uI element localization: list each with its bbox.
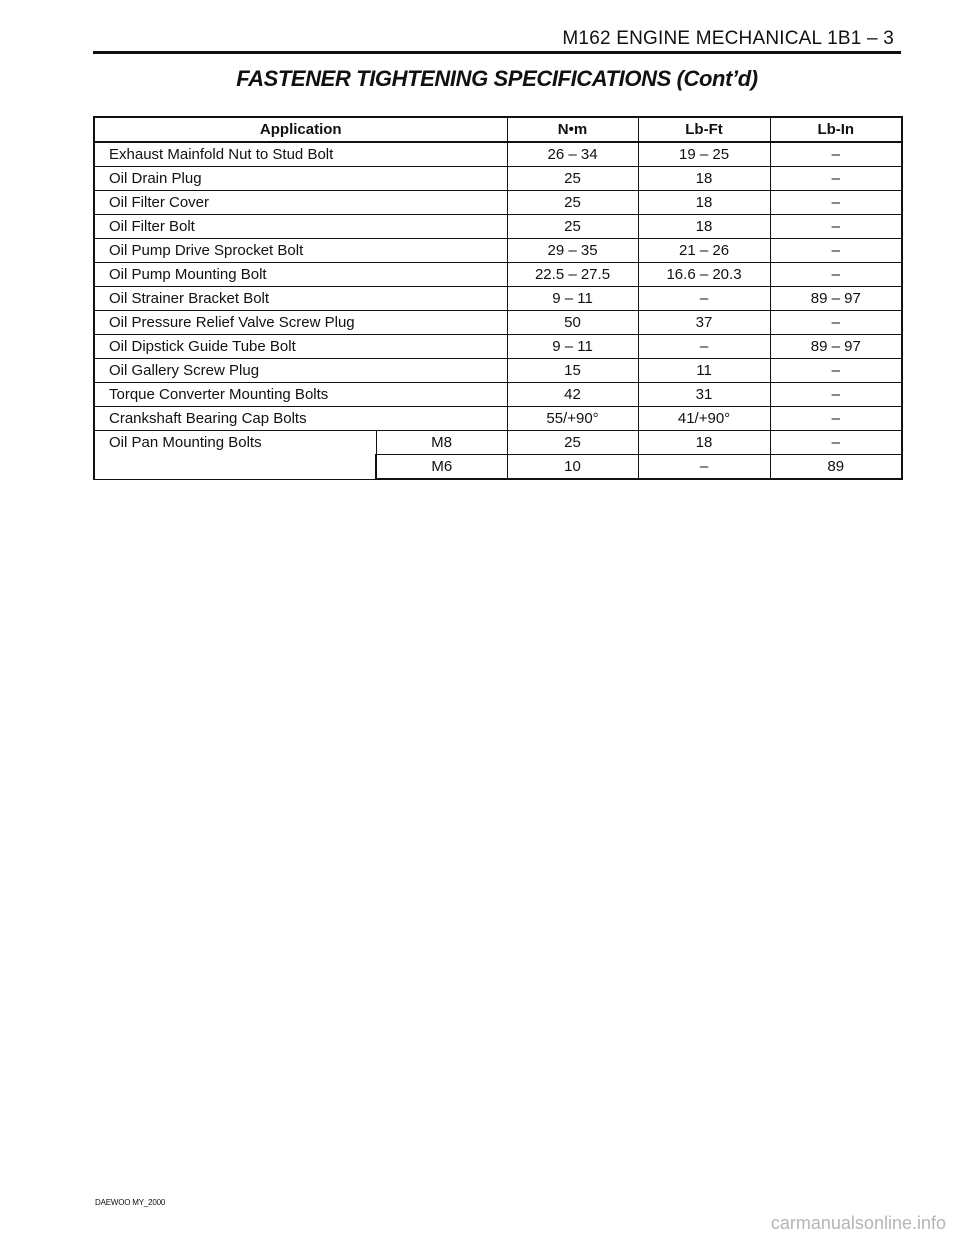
cell-lbin: 89 – 97 — [770, 287, 902, 311]
table-row — [94, 335, 902, 359]
cell-lbft: 31 — [638, 383, 770, 407]
cell-application: Oil Filter Cover — [94, 191, 507, 215]
footer-code: DAEWOO MY_2000 — [95, 1198, 166, 1207]
cell-nm: 25 — [507, 215, 638, 239]
cell-application: Oil Gallery Screw Plug — [94, 359, 507, 383]
cell-lbin: – — [770, 142, 902, 167]
table-row — [94, 191, 902, 215]
column-header-lbin: Lb-In — [770, 117, 902, 142]
table-row — [94, 431, 902, 455]
cell-application: Oil Dipstick Guide Tube Bolt — [94, 335, 507, 359]
page-title: FASTENER TIGHTENING SPECIFICATIONS (Cont’d) — [236, 66, 758, 91]
cell-lbft: 41/+90° — [638, 407, 770, 431]
cell-lbft: – — [638, 335, 770, 359]
cell-lbft: 16.6 – 20.3 — [638, 263, 770, 287]
cell-lbft: – — [638, 287, 770, 311]
cell-nm: 15 — [507, 359, 638, 383]
cell-application: Oil Pump Drive Sprocket Bolt — [94, 239, 507, 263]
table-row — [94, 407, 902, 431]
cell-lbft: 18 — [638, 215, 770, 239]
table-row — [94, 311, 902, 335]
table-row — [94, 239, 902, 263]
cell-application: Oil Pressure Relief Valve Screw Plug — [94, 311, 507, 335]
section-header: M162 ENGINE MECHANICAL 1B1 – 3 — [562, 28, 894, 49]
cell-lbft: 37 — [638, 311, 770, 335]
cell-nm: 25 — [507, 191, 638, 215]
cell-lbin: 89 – 97 — [770, 335, 902, 359]
cell-nm: 50 — [507, 311, 638, 335]
cell-nm: 9 – 11 — [507, 287, 638, 311]
table-row — [94, 215, 902, 239]
cell-lbin: – — [770, 167, 902, 191]
cell-application: Torque Converter Mounting Bolts — [94, 383, 507, 407]
spec-table — [93, 116, 903, 480]
cell-lbin: – — [770, 431, 902, 455]
cell-application: Oil Pump Mounting Bolt — [94, 263, 507, 287]
cell-lbft: 18 — [638, 431, 770, 455]
cell-nm: 26 – 34 — [507, 142, 638, 167]
cell-lbft: 18 — [638, 191, 770, 215]
cell-lbin: – — [770, 359, 902, 383]
cell-nm: 25 — [507, 167, 638, 191]
column-header-application: Application — [94, 117, 507, 142]
cell-application: Crankshaft Bearing Cap Bolts — [94, 407, 507, 431]
watermark: carmanualsonline.info — [770, 1213, 946, 1233]
cell-lbin: – — [770, 239, 902, 263]
table-row — [94, 167, 902, 191]
cell-nm: 25 — [507, 431, 638, 455]
cell-lbft: 11 — [638, 359, 770, 383]
header-rule — [93, 51, 901, 54]
cell-lbin: – — [770, 191, 902, 215]
table-row — [94, 287, 902, 311]
cell-nm: 42 — [507, 383, 638, 407]
cell-lbft: 19 – 25 — [638, 142, 770, 167]
cell-nm: 29 – 35 — [507, 239, 638, 263]
cell-lbin: – — [770, 311, 902, 335]
table-row — [94, 359, 902, 383]
cell-lbin: – — [770, 383, 902, 407]
cell-bolt-size: M8 — [376, 431, 507, 455]
table-row — [94, 383, 902, 407]
column-header-nm: N•m — [507, 117, 638, 142]
cell-application: Oil Strainer Bracket Bolt — [94, 287, 507, 311]
cell-nm: 55/+90° — [507, 407, 638, 431]
cell-bolt-size: M6 — [376, 455, 507, 480]
cell-lbin: – — [770, 215, 902, 239]
cell-lbin: – — [770, 263, 902, 287]
cell-application: Oil Pan Mounting Bolts — [94, 431, 376, 480]
cell-lbft: 21 – 26 — [638, 239, 770, 263]
cell-lbft: – — [638, 455, 770, 480]
table-header-row — [94, 117, 902, 142]
cell-application: Oil Filter Bolt — [94, 215, 507, 239]
column-header-lbft: Lb-Ft — [638, 117, 770, 142]
cell-nm: 10 — [507, 455, 638, 480]
cell-nm: 22.5 – 27.5 — [507, 263, 638, 287]
cell-nm: 9 – 11 — [507, 335, 638, 359]
cell-lbin: 89 — [770, 455, 902, 480]
cell-lbft: 18 — [638, 167, 770, 191]
cell-lbin: – — [770, 407, 902, 431]
cell-application: Exhaust Mainfold Nut to Stud Bolt — [94, 142, 507, 167]
table-row — [94, 263, 902, 287]
cell-application: Oil Drain Plug — [94, 167, 507, 191]
table-row — [94, 142, 902, 167]
